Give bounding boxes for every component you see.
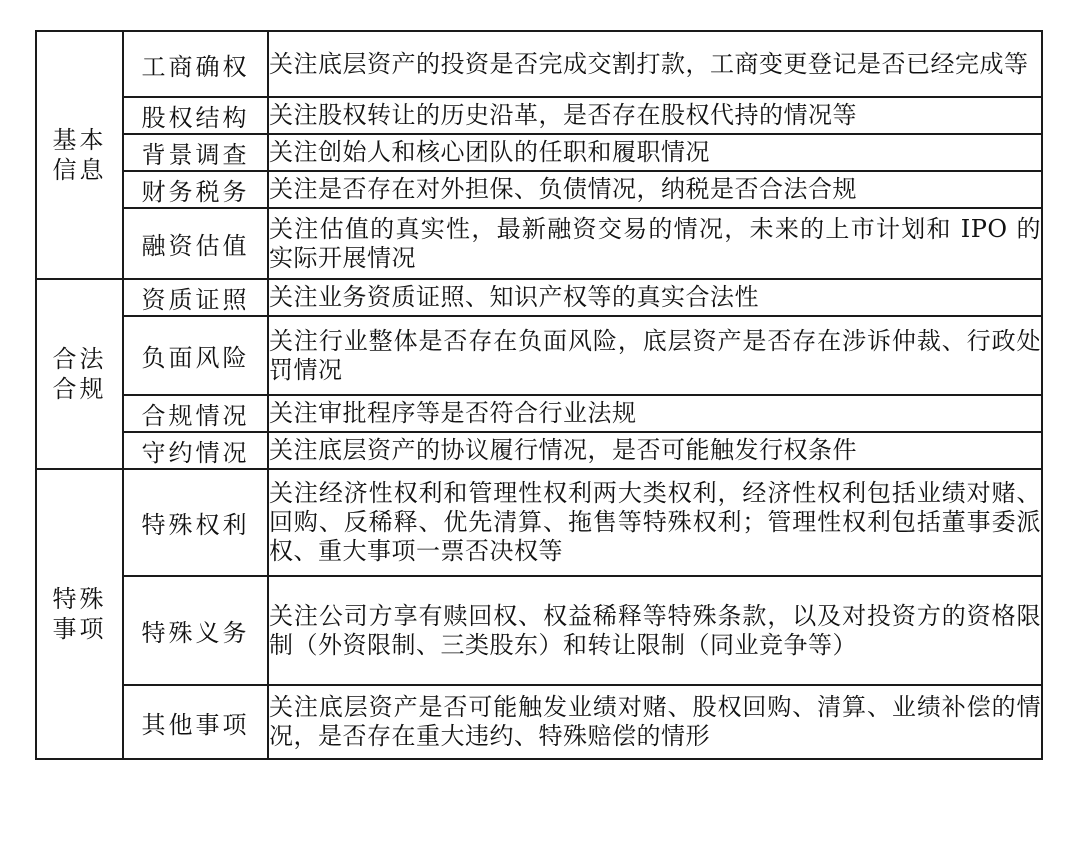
category-label: 合法合规 [52, 345, 107, 403]
table-row [36, 469, 1042, 576]
category-label: 基本信息 [52, 126, 107, 184]
table-row [36, 97, 1042, 134]
category-cell [36, 279, 123, 469]
item-cell: 融资估值 [123, 208, 268, 279]
table-row [36, 576, 1042, 685]
desc-cell: 关注是否存在对外担保、负债情况，纳税是否合法合规 [268, 171, 1042, 208]
item-cell: 负面风险 [123, 316, 268, 395]
table-row [36, 208, 1042, 279]
desc-cell: 关注底层资产的投资是否完成交割打款，工商变更登记是否已经完成等 [268, 31, 1042, 97]
table-row [36, 432, 1042, 469]
item-cell: 背景调查 [123, 134, 268, 171]
desc-cell: 关注创始人和核心团队的任职和履职情况 [268, 134, 1042, 171]
table-row [36, 31, 1042, 97]
desc-cell: 关注公司方享有赎回权、权益稀释等特殊条款，以及对投资方的资格限制（外资限制、三类股东）和转让限制（同业竞争等） [268, 576, 1042, 685]
category-cell [36, 469, 123, 759]
item-cell: 守约情况 [123, 432, 268, 469]
table-row [36, 171, 1042, 208]
desc-cell: 关注审批程序等是否符合行业法规 [268, 395, 1042, 432]
item-cell: 合规情况 [123, 395, 268, 432]
item-cell: 特殊义务 [123, 576, 268, 685]
desc-cell: 关注行业整体是否存在负面风险，底层资产是否存在涉诉仲裁、行政处罚情况 [268, 316, 1042, 395]
table-row [36, 395, 1042, 432]
item-cell: 股权结构 [123, 97, 268, 134]
desc-cell: 关注经济性权利和管理性权利两大类权利，经济性权利包括业绩对赌、回购、反稀释、优先清算、拖售等特殊权利；管理性权利包括董事委派权、重大事项一票否决权等 [268, 469, 1042, 576]
table-row [36, 134, 1042, 171]
item-cell: 工商确权 [123, 31, 268, 97]
desc-cell: 关注股权转让的历史沿革，是否存在股权代持的情况等 [268, 97, 1042, 134]
due-diligence-table [35, 30, 1043, 760]
category-label: 特殊事项 [52, 585, 107, 643]
category-cell [36, 31, 123, 279]
desc-cell: 关注业务资质证照、知识产权等的真实合法性 [268, 279, 1042, 316]
item-cell: 资质证照 [123, 279, 268, 316]
item-cell: 其他事项 [123, 685, 268, 759]
item-cell: 财务税务 [123, 171, 268, 208]
table-row [36, 316, 1042, 395]
desc-cell: 关注底层资产的协议履行情况，是否可能触发行权条件 [268, 432, 1042, 469]
table-row [36, 685, 1042, 759]
desc-cell: 关注估值的真实性，最新融资交易的情况，未来的上市计划和 IPO 的实际开展情况 [268, 208, 1042, 279]
table-row [36, 279, 1042, 316]
item-cell: 特殊权利 [123, 469, 268, 576]
desc-cell: 关注底层资产是否可能触发业绩对赌、股权回购、清算、业绩补偿的情况，是否存在重大违约、特殊赔偿的情形 [268, 685, 1042, 759]
